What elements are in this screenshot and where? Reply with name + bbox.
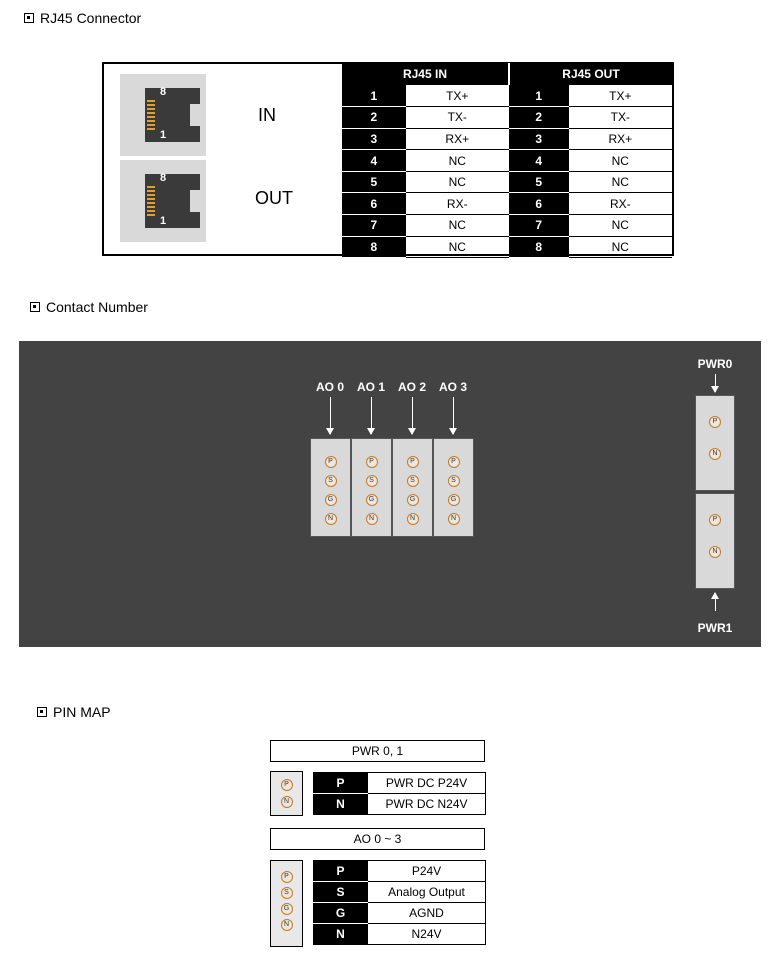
pin-key-cell: S — [314, 882, 368, 903]
out-num-cell: 6 — [509, 193, 569, 215]
out-sig-cell: NC — [569, 236, 672, 258]
pwr1-arrow-icon — [715, 593, 716, 611]
table-row — [342, 171, 672, 193]
out-sig-cell: TX- — [569, 107, 672, 129]
ao-pin-table — [313, 860, 486, 945]
out-sig-cell: RX+ — [569, 128, 672, 150]
pinmap-title-text: PIN MAP — [53, 704, 111, 720]
pin-value-cell: PWR DC N24V — [368, 794, 486, 815]
table-row — [314, 861, 486, 882]
ao-0-label: AO 0 — [315, 380, 344, 394]
pin-8-label: 8 — [160, 86, 167, 98]
pin-p-icon: P — [407, 456, 419, 468]
ao-header-box: AO 0 ~ 3 — [270, 828, 485, 850]
pin-p-icon: P — [366, 456, 378, 468]
ao-2-terminal — [392, 438, 433, 537]
pin-n-icon: N — [281, 796, 293, 808]
pwr0-label: PWR0 — [697, 357, 733, 371]
pin-n-icon: N — [448, 513, 460, 525]
pin-p-icon: P — [709, 514, 721, 526]
pwr-header-box: PWR 0, 1 — [270, 740, 485, 762]
table-row — [342, 215, 672, 237]
ao-0-arrow-icon — [330, 397, 331, 434]
pin-n-icon: N — [709, 448, 721, 460]
in-num-cell: 1 — [342, 85, 406, 107]
contact-panel — [19, 341, 761, 647]
pin-s-icon: S — [448, 475, 460, 487]
out-num-cell: 2 — [509, 107, 569, 129]
table-row — [342, 85, 672, 107]
pwr1-terminal — [695, 493, 735, 589]
rj45-title-text: RJ45 Connector — [40, 10, 142, 26]
pin-key-cell: G — [314, 903, 368, 924]
pin-s-icon: S — [407, 475, 419, 487]
in-num-cell: 2 — [342, 107, 406, 129]
pin-key-cell: P — [314, 861, 368, 882]
ao-0-terminal — [310, 438, 351, 537]
pwr-pin-table — [313, 772, 486, 815]
pin-value-cell: PWR DC P24V — [368, 773, 486, 794]
pin-value-cell: AGND — [368, 903, 486, 924]
ao-3-terminal — [433, 438, 474, 537]
pin-1-label: 1 — [160, 129, 167, 141]
pin-p-icon: P — [281, 871, 293, 883]
rj45-in-header: RJ45 IN — [342, 63, 509, 85]
in-num-cell: 6 — [342, 193, 406, 215]
pin-n-icon: N — [366, 513, 378, 525]
table-row — [314, 924, 486, 945]
contact-title-text: Contact Number — [46, 299, 148, 315]
ao-1-arrow-icon — [371, 397, 372, 434]
out-sig-cell: NC — [569, 215, 672, 237]
pin-s-icon: S — [366, 475, 378, 487]
pin-g-icon: G — [366, 494, 378, 506]
pinmap-section-title — [37, 704, 111, 720]
pin-value-cell: Analog Output — [368, 882, 486, 903]
table-row — [314, 794, 486, 815]
pin-s-icon: S — [281, 887, 293, 899]
in-num-cell: 4 — [342, 150, 406, 172]
pin-n-icon: N — [709, 546, 721, 558]
in-sig-cell: NC — [406, 236, 509, 258]
table-row — [342, 150, 672, 172]
pin-p-icon: P — [709, 416, 721, 428]
pin-8-label: 8 — [160, 172, 167, 184]
rj45-out-header: RJ45 OUT — [509, 63, 672, 85]
pwr0-arrow-icon — [715, 374, 716, 392]
rj45-out-connector-icon — [120, 160, 206, 242]
pin-g-icon: G — [407, 494, 419, 506]
in-sig-cell: TX+ — [406, 85, 509, 107]
in-sig-cell: RX- — [406, 193, 509, 215]
in-sig-cell: NC — [406, 171, 509, 193]
out-sig-cell: TX+ — [569, 85, 672, 107]
in-label: IN — [258, 105, 276, 125]
pin-value-cell: N24V — [368, 924, 486, 945]
rj45-diagram — [102, 62, 674, 256]
out-sig-cell: RX- — [569, 193, 672, 215]
pin-1-label: 1 — [160, 215, 167, 227]
table-row — [314, 882, 486, 903]
out-num-cell: 4 — [509, 150, 569, 172]
in-num-cell: 3 — [342, 128, 406, 150]
pin-value-cell: P24V — [368, 861, 486, 882]
pin-key-cell: N — [314, 794, 368, 815]
in-sig-cell: NC — [406, 215, 509, 237]
ao-pin-icons — [270, 860, 303, 947]
square-bullet-icon — [30, 302, 40, 312]
pwr1-label: PWR1 — [697, 621, 733, 635]
out-sig-cell: NC — [569, 150, 672, 172]
pin-g-icon: G — [448, 494, 460, 506]
ao-1-terminal — [351, 438, 392, 537]
pin-key-cell: N — [314, 924, 368, 945]
ao-1-label: AO 1 — [356, 380, 385, 394]
in-num-cell: 5 — [342, 171, 406, 193]
out-sig-cell: NC — [569, 171, 672, 193]
pin-n-icon: N — [281, 919, 293, 931]
in-num-cell: 7 — [342, 215, 406, 237]
rj45-pin-table — [342, 63, 672, 258]
table-row — [314, 903, 486, 924]
pin-key-cell: P — [314, 773, 368, 794]
pwr-pin-icons — [270, 771, 303, 816]
pin-p-icon: P — [448, 456, 460, 468]
pin-g-icon: G — [325, 494, 337, 506]
in-num-cell: 8 — [342, 236, 406, 258]
table-row — [314, 773, 486, 794]
table-row — [342, 128, 672, 150]
pwr0-terminal — [695, 395, 735, 491]
pin-n-icon: N — [325, 513, 337, 525]
out-num-cell: 3 — [509, 128, 569, 150]
pin-n-icon: N — [407, 513, 419, 525]
pin-p-icon: P — [325, 456, 337, 468]
pin-s-icon: S — [325, 475, 337, 487]
rj45-in-connector-icon — [120, 74, 206, 156]
out-num-cell: 8 — [509, 236, 569, 258]
out-num-cell: 5 — [509, 171, 569, 193]
table-row — [342, 107, 672, 129]
out-num-cell: 1 — [509, 85, 569, 107]
out-label: OUT — [255, 188, 293, 208]
ao-2-arrow-icon — [412, 397, 413, 434]
pin-p-icon: P — [281, 779, 293, 791]
table-row — [342, 236, 672, 258]
square-bullet-icon — [37, 707, 47, 717]
out-num-cell: 7 — [509, 215, 569, 237]
in-sig-cell: RX+ — [406, 128, 509, 150]
table-row — [342, 193, 672, 215]
square-bullet-icon — [24, 13, 34, 23]
ao-3-arrow-icon — [453, 397, 454, 434]
pin-g-icon: G — [281, 903, 293, 915]
ao-3-label: AO 3 — [438, 380, 467, 394]
in-sig-cell: TX- — [406, 107, 509, 129]
in-sig-cell: NC — [406, 150, 509, 172]
ao-2-label: AO 2 — [397, 380, 426, 394]
contact-section-title — [30, 299, 148, 315]
rj45-section-title — [24, 10, 141, 26]
